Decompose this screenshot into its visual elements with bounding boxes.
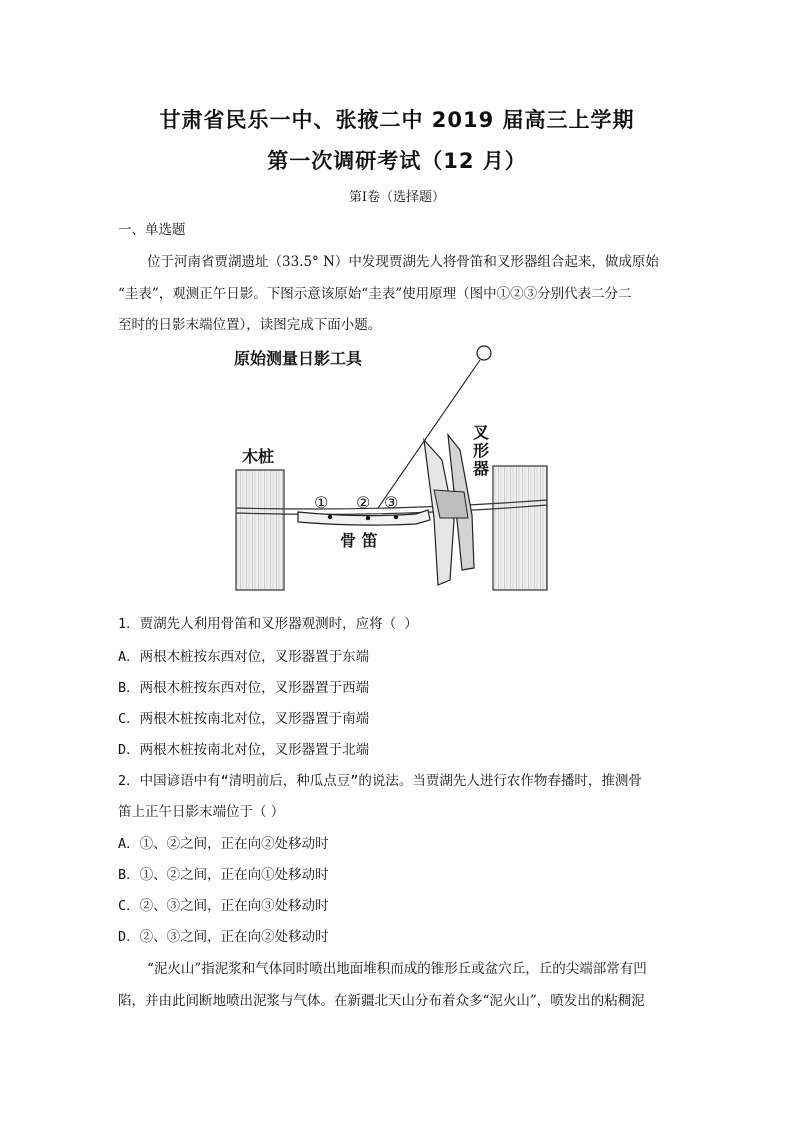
flute-hole-2 bbox=[366, 516, 370, 520]
question-1-option-b: B．两根木桩按东西对位，叉形器置于西端 bbox=[118, 680, 370, 696]
passage1-line: “圭表”，观测正午日影。下图示意该原始“圭表”使用原理（图中①②③分别代表二分二 bbox=[118, 286, 632, 302]
mark-2: ② bbox=[356, 493, 371, 512]
question-2-stem: 2．中国谚语中有“清明前后，种瓜点豆”的说法。当贾湖先人进行农作物春播时，推测骨 bbox=[118, 773, 642, 789]
bone-flute bbox=[298, 510, 430, 525]
passage1-line: 至时的日影末端位置），读图完成下面小题。 bbox=[118, 317, 382, 333]
question-1-option-c: C．两根木桩按南北对位，叉形器置于南端 bbox=[118, 711, 370, 727]
part-heading: 一、单选题 bbox=[118, 222, 186, 238]
left-wooden-post bbox=[236, 470, 284, 590]
question-1-stem: 1．贾湖先人利用骨笛和叉形器观测时，应将（ ） bbox=[118, 616, 418, 632]
mark-1: ① bbox=[314, 493, 329, 512]
label-wooden-post: 木桩 bbox=[242, 447, 275, 466]
question-1-option-a: A．两根木桩按东西对位，叉形器置于东端 bbox=[118, 649, 370, 665]
sun-icon bbox=[477, 346, 491, 360]
exam-title-line1: 甘肃省民乐一中、张掖二中 2019 届高三上学期 bbox=[159, 108, 635, 132]
mark-3: ③ bbox=[384, 493, 399, 512]
passage2-line: “泥火山”指泥浆和气体同时喷出地面堆积而成的锥形丘或盆穴丘，丘的尖端部常有凹 bbox=[147, 961, 647, 977]
exam-title-line2: 第一次调研考试（12 月） bbox=[267, 149, 527, 173]
question-2-option-c: C．②、③之间，正在向③处移动时 bbox=[118, 898, 329, 914]
right-wooden-post bbox=[493, 466, 547, 590]
question-2-option-b: B．①、②之间，正在向①处移动时 bbox=[118, 867, 329, 883]
label-fork: 叉 形 器 bbox=[472, 423, 489, 478]
question-2-option-d: D．②、③之间，正在向②处移动时 bbox=[118, 929, 329, 945]
flute-hole-1 bbox=[328, 515, 332, 519]
question-2-option-a: A．①、②之间，正在向②处移动时 bbox=[118, 836, 329, 852]
question-1-option-d: D．两根木桩按南北对位，叉形器置于北端 bbox=[118, 742, 370, 758]
gnomon-figure bbox=[228, 340, 558, 596]
label-bone-flute: 骨 笛 bbox=[340, 531, 378, 550]
passage1-line: 位于河南省贾湖遗址（33.5° N）中发现贾湖先人将骨笛和叉形器组合起来，做成原始 bbox=[147, 254, 659, 270]
figure-title: 原始测量日影工具 bbox=[234, 349, 363, 368]
section-title: 第Ⅰ卷（选择题） bbox=[348, 190, 446, 205]
gnomon-illustration bbox=[228, 340, 558, 596]
fork-binding bbox=[434, 490, 468, 518]
question-2-stem: 笛上正午日影末端位于（ ） bbox=[118, 804, 285, 820]
passage2-line: 陷，并由此间断地喷出泥浆与气体。在新疆北天山分布着众多“泥火山”，喷发出的粘稠泥 bbox=[118, 993, 645, 1009]
flute-hole-3 bbox=[394, 515, 398, 519]
